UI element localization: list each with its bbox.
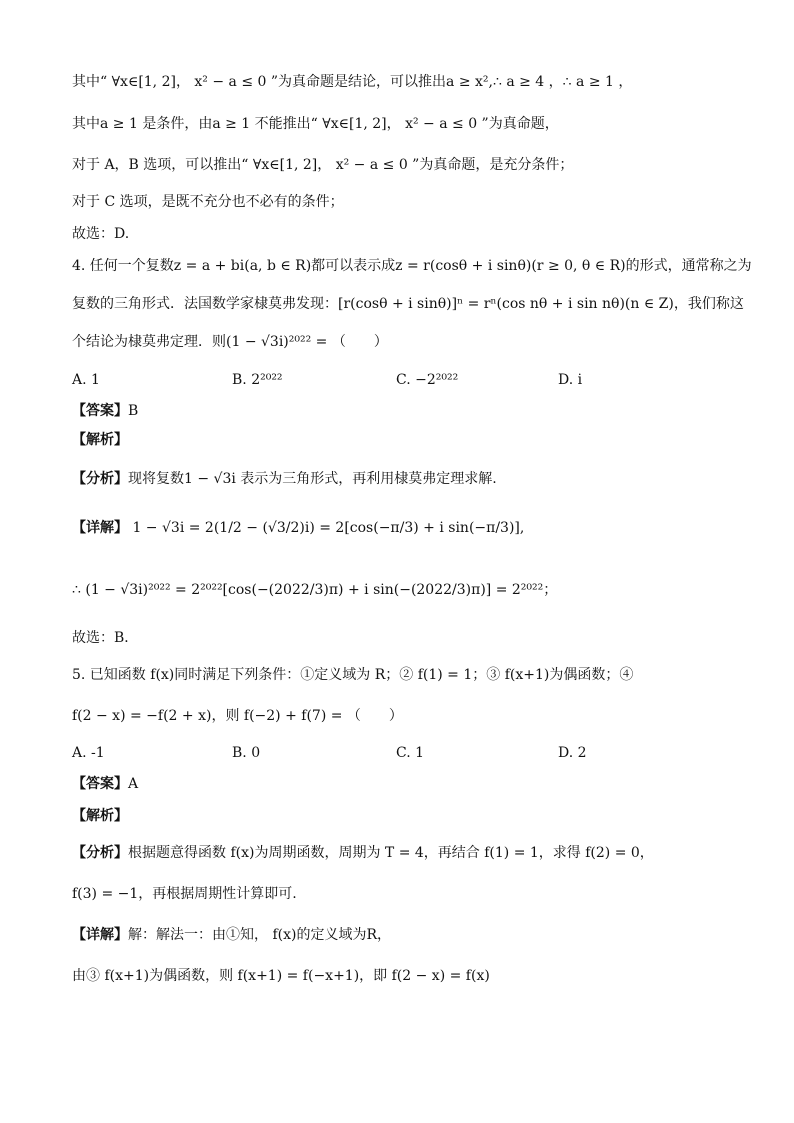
option-a [72,370,100,390]
analysis-tag: 【解析】 [72,808,128,824]
guxuan-line [72,628,138,648]
conclusion-text: 故选：B． [72,630,139,646]
answer-line [72,401,138,421]
fenxi-text: f(3) = −1，再根据周期性计算即可. [72,886,297,902]
option-c [396,743,424,763]
fenxi-text: 现将复数1 − √3i 表示为三角形式，再利用棣莫弗定理求解. [128,471,497,487]
detail-step-1 [72,518,524,538]
answer-line [72,774,138,794]
option-text: B. 0 [232,745,261,761]
fenxi-line-2 [72,884,297,904]
detail-step-2 [72,580,557,600]
option-text: B. 2²⁰²² [232,372,283,388]
fenxi-tag: 【分析】 [72,845,128,861]
answer-value: A [128,776,139,792]
option-text: D. i [558,372,583,388]
detail-line [72,925,391,945]
option-text: A. -1 [72,745,105,761]
question-text: f(2 − x) = −f(2 + x)，则 f(−2) + f(7) = （ ） [72,708,403,724]
option-b [232,743,260,763]
question-text: 4. 任何一个复数z = a + bi(a, b ∈ R)都可以表示成z = r(cosθ + i sinθ)(r ≥ 0, θ ∈ R)的形式，通常称之为 [72,258,752,274]
question-text: 个结论为棣莫弗定理．则(1 − √3i)²⁰²² = （ ） [72,334,388,350]
answer-value: B [128,403,139,419]
answer-tag: 【答案】 [72,776,128,792]
question-4-line-2 [72,294,744,314]
formula-text: 1 − √3i = 2(1/2 − (√3/2)i) = 2[cos(−π/3) + i sin(−π/3)], [132,520,525,536]
detail-tag: 【详解】 [72,927,128,943]
question-text: 5. 已知函数 f(x)同时满足下列条件：①定义域为 R；② f(1) = 1；③ f(x+1)为偶函数；④ [72,667,634,683]
detail-text: 解：解法一：由①知， f(x)的定义域为R， [128,927,391,943]
analysis-heading [72,430,128,450]
answer-tag: 【答案】 [72,403,128,419]
text-line [72,224,129,244]
analysis-tag: 【解析】 [72,432,128,448]
text-line [72,192,344,212]
line-text: 其中a ≥ 1 是条件，由a ≥ 1 不能推出“ ∀x∈[1, 2]， x² − a ≤ 0 ”为真命题， [72,116,559,132]
option-text: A. 1 [72,372,100,388]
option-text: C. −2²⁰²² [396,372,459,388]
fenxi-line [72,843,654,863]
text-line [72,72,632,92]
option-text: D. 2 [558,745,587,761]
question-4-line-1 [72,256,752,276]
text-line [72,155,573,175]
option-d [558,370,582,390]
question-4-line-3 [72,332,388,352]
question-5-line-1 [72,665,633,685]
line-text: 对于 A，B 选项，可以推出“ ∀x∈[1, 2]， x² − a ≤ 0 ”为真命题，是充分条件； [72,157,574,173]
answer-choice-text: 故选：D. [72,226,130,242]
detail-text: 由③ f(x+1)为偶函数，则 f(x+1) = f(−x+1)，即 f(2 − x) = f(x) [72,968,490,984]
detail-tag: 【详解】 [72,520,128,536]
fenxi-line [72,469,497,489]
text-line [72,114,559,134]
fenxi-text: 根据题意得函数 f(x)为周期函数，周期为 T = 4，再结合 f(1) = 1，求得 f(2) = 0， [128,845,654,861]
option-b [232,370,283,390]
question-text: 复数的三角形式．法国数学家棣莫弗发现：[r(cosθ + i sinθ)]ⁿ = rⁿ(cos nθ + i sin nθ)(n ∈ Z)，我们称这 [72,296,744,312]
option-d [558,743,587,763]
question-5-line-2 [72,706,403,726]
option-c [396,370,458,390]
formula-text: ∴ (1 − √3i)²⁰²² = 2²⁰²²[cos(−(2022/3)π) + i sin(−(2022/3)π)] = 2²⁰²²； [72,582,558,598]
line-text: 对于 C 选项，是既不充分也不必有的条件； [72,194,344,210]
option-text: C. 1 [396,745,425,761]
option-a [72,743,105,763]
analysis-heading [72,806,128,826]
detail-line-2 [72,966,490,986]
fenxi-tag: 【分析】 [72,471,128,487]
line-text: 其中“ ∀x∈[1, 2]， x² − a ≤ 0 ”为真命题是结论，可以推出a ≥ x²,∴ a ≥ 4 ，∴ a ≥ 1 ， [72,74,633,90]
